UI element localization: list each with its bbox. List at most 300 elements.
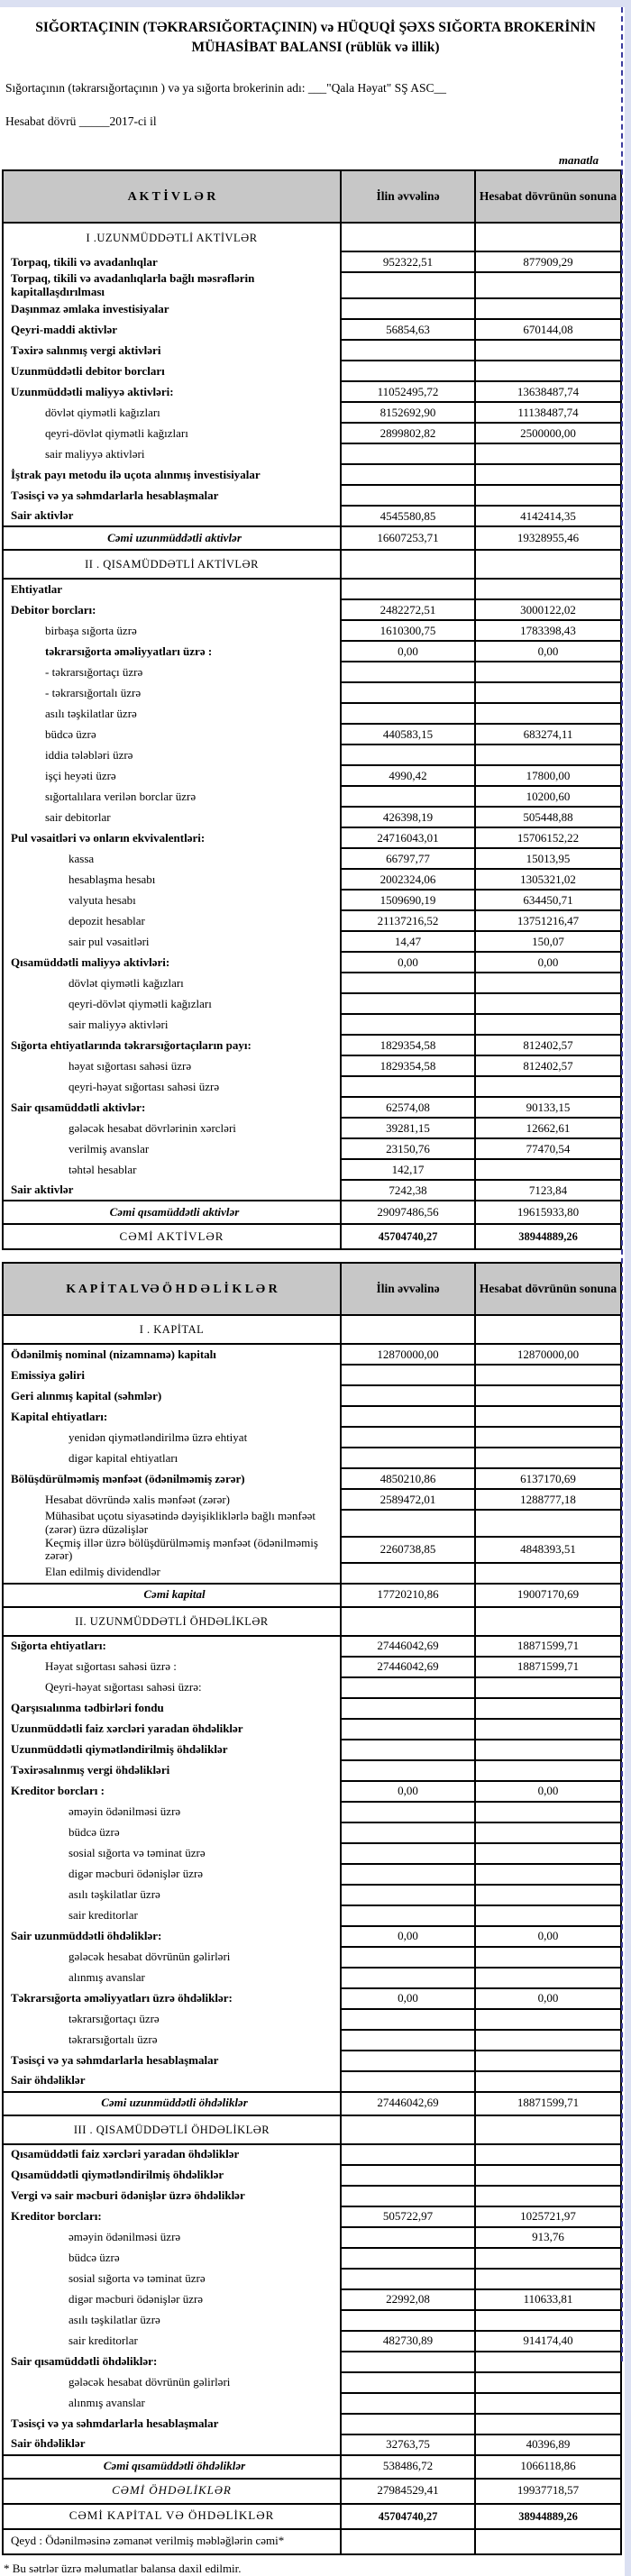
value-end-of-period: 683274,11 xyxy=(475,724,621,744)
value-start-of-year: 12870000,00 xyxy=(341,1344,475,1365)
row-label: sığortalılara verilən borclar üzrə xyxy=(45,789,197,803)
row-label: Həyat sığortası sahəsi üzrə : xyxy=(45,1658,177,1673)
row-label: Cəmi kapital xyxy=(3,1584,341,1607)
row-label: Sair qısamüddətli aktivlər: xyxy=(11,1100,146,1114)
value-start-of-year xyxy=(341,485,475,506)
value-end-of-period: 18871599,71 xyxy=(475,1657,621,1677)
page-top-edge-strip xyxy=(0,0,631,7)
table-row xyxy=(3,1014,621,1035)
value-start-of-year: 0,00 xyxy=(341,1988,475,2009)
value-end-of-period xyxy=(475,2414,621,2434)
table-row xyxy=(3,1035,621,1055)
row-label: II. UZUNMÜDDƏTLİ ÖHDƏLİKLƏR xyxy=(3,1607,341,1636)
value-end-of-period xyxy=(475,2310,621,2331)
table-row xyxy=(3,2331,621,2352)
value-start-of-year xyxy=(341,993,475,1014)
liabilities-table-header-row xyxy=(3,1263,621,1315)
table-row xyxy=(3,703,621,724)
table-row xyxy=(3,2434,621,2455)
value-start-of-year xyxy=(341,2352,475,2372)
row-label: Uzunmüddətli faiz xərcləri yaradan öhdəliklər xyxy=(11,1721,243,1735)
table-row xyxy=(3,2455,621,2479)
row-label: asılı təşkilatlar üzrə xyxy=(69,2312,160,2326)
row-label: təkrarsığortaçı üzrə xyxy=(69,2011,160,2025)
value-end-of-period xyxy=(475,2529,621,2554)
row-label: gələcək hesabat dövrünün gəlirləri xyxy=(69,1949,231,1963)
table-row xyxy=(3,1180,621,1201)
row-label: Qeyri-həyat sığortası sahəsi üzrə: xyxy=(45,1679,202,1694)
table-row xyxy=(3,2144,621,2165)
table-row xyxy=(3,2186,621,2206)
value-end-of-period: 12870000,00 xyxy=(475,1344,621,1365)
table-row xyxy=(3,765,621,786)
row-label: Qısamüddətli qiymətləndirilmiş öhdəliklər xyxy=(11,2167,224,2181)
row-label: büdcə üzrə xyxy=(69,1824,120,1839)
value-start-of-year xyxy=(341,1947,475,1968)
value-start-of-year xyxy=(341,1885,475,1905)
value-end-of-period xyxy=(475,973,621,993)
table-row xyxy=(3,1905,621,1926)
value-start-of-year xyxy=(341,2529,475,2554)
value-start-of-year: 2482272,51 xyxy=(341,599,475,620)
value-start-of-year: 45704740,27 xyxy=(341,2504,475,2529)
table-row xyxy=(3,1055,621,1076)
table-row xyxy=(3,952,621,973)
table-row xyxy=(3,1781,621,1802)
value-end-of-period xyxy=(475,2248,621,2269)
table-row xyxy=(3,340,621,361)
row-label: Uzunmüddətli debitor borcları xyxy=(11,363,165,378)
value-start-of-year xyxy=(341,1406,475,1427)
table-row xyxy=(3,1489,621,1510)
table-row xyxy=(3,1740,621,1760)
insurer-name-line: Sığortaçının (təkrarsığortaçının ) və ya sığorta brokerinin adı: ___"Qala Həyat" SŞ ASC__ xyxy=(5,81,447,96)
table-row xyxy=(3,869,621,890)
value-start-of-year xyxy=(341,2165,475,2186)
row-label: təhtəl hesablar xyxy=(69,1162,137,1176)
value-end-of-period: 2500000,00 xyxy=(475,423,621,443)
value-end-of-period xyxy=(475,2393,621,2414)
row-label: əməyin ödənilməsi üzrə xyxy=(69,1804,181,1818)
value-start-of-year: 27446042,69 xyxy=(341,1636,475,1657)
value-start-of-year: 426398,19 xyxy=(341,807,475,827)
value-start-of-year: 0,00 xyxy=(341,1781,475,1802)
row-label: Təxirəsalınmış vergi öhdəlikləri xyxy=(11,1762,170,1777)
row-label: Sair aktivlər xyxy=(11,508,74,523)
row-label: əməyin ödənilməsi üzrə xyxy=(69,2229,181,2243)
value-end-of-period xyxy=(475,2165,621,2186)
table-row xyxy=(3,2504,621,2529)
row-label: Sığorta ehtiyatları: xyxy=(11,1639,106,1653)
row-label: Vergi və sair məcburi ödənişlər üzrə öhdəliklər xyxy=(11,2188,245,2202)
row-label: Qeyd : Ödənilməsinə zəmanət verilmiş məbləğlərin cəmi* xyxy=(3,2529,341,2554)
table-row xyxy=(3,1315,621,1344)
row-label: Təkrarsığorta əməliyyatları üzrə öhdəliklər: xyxy=(11,1990,233,2005)
value-start-of-year xyxy=(341,443,475,464)
value-start-of-year xyxy=(341,1822,475,1843)
value-end-of-period: 0,00 xyxy=(475,1781,621,1802)
row-label: qeyri-dövlət qiymətli kağızları xyxy=(45,425,188,440)
value-start-of-year: 27984529,41 xyxy=(341,2479,475,2504)
value-end-of-period: 11138487,74 xyxy=(475,402,621,423)
value-end-of-period xyxy=(475,485,621,506)
table-row xyxy=(3,402,621,423)
value-start-of-year xyxy=(341,2393,475,2414)
value-end-of-period xyxy=(475,1315,621,1344)
row-label: sosial sığorta və təminat üzrə xyxy=(69,2270,206,2285)
value-start-of-year xyxy=(341,1843,475,1864)
table-row xyxy=(3,2269,621,2289)
value-start-of-year: 23150,76 xyxy=(341,1138,475,1159)
row-label: sair kreditorlar xyxy=(69,1907,138,1922)
table-row xyxy=(3,827,621,848)
table-row xyxy=(3,2352,621,2372)
row-label: Təxirə salınmış vergi aktivləri xyxy=(11,343,161,357)
row-label: Uzunmüddətli maliyyə aktivləri: xyxy=(11,384,174,398)
value-start-of-year: 1610300,75 xyxy=(341,620,475,641)
value-end-of-period xyxy=(475,298,621,319)
table-row xyxy=(3,1427,621,1448)
row-label: Cəmi uzunmüddətli aktivlər xyxy=(3,526,341,550)
value-end-of-period: 0,00 xyxy=(475,952,621,973)
value-start-of-year: 538486,72 xyxy=(341,2455,475,2479)
value-end-of-period: 19615933,80 xyxy=(475,1201,621,1224)
value-start-of-year xyxy=(341,1315,475,1344)
row-label: II . QISAMÜDDƏTLİ AKTİVLƏR xyxy=(3,550,341,579)
value-start-of-year: 29097486,56 xyxy=(341,1201,475,1224)
value-end-of-period: 812402,57 xyxy=(475,1055,621,1076)
row-label: Mühasibat uçotu siyasətində dəyişikliklərlə bağlı mənfəət (zərər) üzrə düzəlişlər xyxy=(45,1509,316,1537)
value-start-of-year xyxy=(341,2144,475,2165)
value-start-of-year xyxy=(341,786,475,807)
row-label: Emissiya gəliri xyxy=(11,1367,85,1382)
table-row xyxy=(3,2009,621,2030)
value-start-of-year xyxy=(341,682,475,703)
table-row xyxy=(3,1947,621,1968)
value-start-of-year xyxy=(341,2248,475,2269)
table-row xyxy=(3,1657,621,1677)
value-start-of-year: 1829354,58 xyxy=(341,1035,475,1055)
value-end-of-period xyxy=(475,1968,621,1988)
row-label: gələcək hesabat dövrünün gəlirləri xyxy=(69,2374,231,2389)
table-row xyxy=(3,744,621,765)
row-label: kassa xyxy=(69,851,95,865)
table-row xyxy=(3,1584,621,1607)
value-start-of-year xyxy=(341,2051,475,2071)
row-label: dövlət qiymətli kağızları xyxy=(69,975,184,990)
value-end-of-period: 18871599,71 xyxy=(475,2092,621,2115)
row-label: İştrak payı metodu ilə uçota alınmış investisiyalar xyxy=(11,467,261,481)
table-row xyxy=(3,1822,621,1843)
value-end-of-period: 19937718,57 xyxy=(475,2479,621,2504)
table-row xyxy=(3,251,621,272)
table-row xyxy=(3,1537,621,1563)
table-row xyxy=(3,443,621,464)
table-row xyxy=(3,2051,621,2071)
row-label: qeyri-dövlət qiymətli kağızları xyxy=(69,996,212,1010)
value-end-of-period xyxy=(475,1607,621,1636)
value-end-of-period xyxy=(475,1510,621,1536)
table-row xyxy=(3,1636,621,1657)
value-start-of-year: 2589472,01 xyxy=(341,1489,475,1510)
value-end-of-period: 15706152,22 xyxy=(475,827,621,848)
row-label: sair maliyyə aktivləri xyxy=(69,1017,169,1031)
value-end-of-period xyxy=(475,1365,621,1385)
table-row xyxy=(3,381,621,402)
table-row xyxy=(3,2115,621,2144)
value-end-of-period: 1066118,86 xyxy=(475,2455,621,2479)
value-start-of-year xyxy=(341,361,475,381)
row-label: Qeyri-maddi aktivlər xyxy=(11,322,118,336)
row-label: Kreditor borcları: xyxy=(11,2208,102,2223)
table-row xyxy=(3,550,621,579)
table-row xyxy=(3,890,621,910)
row-label: asılı təşkilatlar üzrə xyxy=(45,706,137,720)
row-label: Təsisçi və ya səhmdarlarla hesablaşmalar xyxy=(11,488,219,502)
value-end-of-period: 505448,88 xyxy=(475,807,621,827)
table-row xyxy=(3,2248,621,2269)
value-end-of-period xyxy=(475,443,621,464)
value-end-of-period: 38944889,26 xyxy=(475,2504,621,2529)
assets-table xyxy=(2,169,622,1250)
row-label: Debitor borcları: xyxy=(11,602,96,617)
value-end-of-period: 4848393,51 xyxy=(475,1537,621,1563)
value-start-of-year: 11052495,72 xyxy=(341,381,475,402)
value-end-of-period: 40396,89 xyxy=(475,2434,621,2455)
value-start-of-year: 27446042,69 xyxy=(341,2092,475,2115)
value-start-of-year xyxy=(341,2414,475,2434)
row-label: valyuta hesabı xyxy=(69,892,136,907)
value-end-of-period xyxy=(475,1448,621,1468)
table-row xyxy=(3,1159,621,1180)
value-start-of-year: 4545580,85 xyxy=(341,506,475,526)
value-end-of-period xyxy=(475,1905,621,1926)
footnote: * Bu sətrlər üzrə məlumatlar balansa daxil edilmir. xyxy=(4,2561,242,2575)
value-start-of-year: 2899802,82 xyxy=(341,423,475,443)
value-end-of-period xyxy=(475,2051,621,2071)
row-label: gələcək hesabat dövrlərinin xərcləri xyxy=(69,1120,236,1135)
row-label: Daşınmaz əmlaka investisiyalar xyxy=(11,301,169,315)
value-start-of-year xyxy=(341,1014,475,1035)
value-start-of-year: 482730,89 xyxy=(341,2331,475,2352)
value-start-of-year xyxy=(341,2030,475,2051)
value-end-of-period xyxy=(475,1159,621,1180)
table-row xyxy=(3,1344,621,1365)
row-label: Geri alınmış kapital (səhmlər) xyxy=(11,1388,162,1402)
value-start-of-year: 4990,42 xyxy=(341,765,475,786)
row-label: Bölüşdürülməmiş mənfəət (ödənilməmiş zərər) xyxy=(11,1471,245,1485)
value-end-of-period: 90133,15 xyxy=(475,1097,621,1118)
table-row xyxy=(3,579,621,599)
value-end-of-period xyxy=(475,2269,621,2289)
value-start-of-year: 2260738,85 xyxy=(341,1537,475,1563)
row-label: Cəmi uzunmüddətli öhdəliklər xyxy=(3,2092,341,2115)
row-label: CƏMİ ÖHDƏLİKLƏR xyxy=(3,2479,341,2504)
value-end-of-period xyxy=(475,1864,621,1885)
row-label: sair maliyyə aktivləri xyxy=(45,446,145,461)
table-row xyxy=(3,848,621,869)
value-start-of-year xyxy=(341,2227,475,2248)
value-start-of-year xyxy=(341,1760,475,1781)
value-end-of-period xyxy=(475,340,621,361)
value-start-of-year xyxy=(341,1427,475,1448)
value-start-of-year xyxy=(341,2186,475,2206)
table-row xyxy=(3,319,621,340)
currency-unit-label: manatla xyxy=(558,153,599,168)
row-label: Sair öhdəliklər xyxy=(11,2436,86,2451)
value-end-of-period: 13751216,47 xyxy=(475,910,621,931)
value-end-of-period: 0,00 xyxy=(475,1988,621,2009)
row-label: birbaşa sığorta üzrə xyxy=(45,623,137,637)
table-row xyxy=(3,973,621,993)
value-start-of-year xyxy=(341,2372,475,2393)
value-start-of-year xyxy=(341,1905,475,1926)
row-label: büdcə üzrə xyxy=(45,726,96,741)
row-label: işçi heyəti üzrə xyxy=(45,768,116,782)
row-label: qeyri-həyat sığortası sahəsi üzrə xyxy=(69,1079,220,1093)
row-label: depozit hesablar xyxy=(69,913,145,927)
value-end-of-period xyxy=(475,1947,621,1968)
value-end-of-period xyxy=(475,2186,621,2206)
value-end-of-period: 110633,81 xyxy=(475,2289,621,2310)
row-label: sair kreditorlar xyxy=(69,2333,138,2347)
table-row xyxy=(3,724,621,744)
table-row xyxy=(3,1076,621,1097)
row-label: Torpaq, tikili və avadanlıqlar xyxy=(11,254,158,269)
value-end-of-period xyxy=(475,1677,621,1698)
value-end-of-period xyxy=(475,2030,621,2051)
value-start-of-year xyxy=(341,1719,475,1740)
value-start-of-year xyxy=(341,464,475,485)
value-start-of-year: 14,47 xyxy=(341,931,475,952)
row-label: Ödənilmiş nominal (nizamnamə) kapitalı xyxy=(11,1347,216,1362)
value-end-of-period: 670144,08 xyxy=(475,319,621,340)
value-end-of-period: 0,00 xyxy=(475,641,621,662)
row-label: Sair qısamüddətli öhdəliklər: xyxy=(11,2353,158,2368)
row-label: Cəmi qısamüddətli aktivlər xyxy=(3,1201,341,1224)
table-row xyxy=(3,1607,621,1636)
value-start-of-year xyxy=(341,2115,475,2144)
value-start-of-year: 21137216,52 xyxy=(341,910,475,931)
value-end-of-period: 77470,54 xyxy=(475,1138,621,1159)
table-row xyxy=(3,682,621,703)
value-end-of-period: 3000122,02 xyxy=(475,599,621,620)
table-row xyxy=(3,506,621,526)
value-start-of-year: 45704740,27 xyxy=(341,1224,475,1249)
value-start-of-year: 17720210,86 xyxy=(341,1584,475,1607)
row-label: təkrarsığortalı üzrə xyxy=(69,2032,158,2046)
table-row xyxy=(3,464,621,485)
value-start-of-year xyxy=(341,1740,475,1760)
value-start-of-year xyxy=(341,744,475,765)
value-start-of-year xyxy=(341,579,475,599)
table-row xyxy=(3,620,621,641)
row-label: Qarşısıalınma tədbirləri fondu xyxy=(11,1700,164,1714)
value-start-of-year xyxy=(341,2269,475,2289)
row-label: verilmiş avanslar xyxy=(69,1141,150,1156)
table-row xyxy=(3,641,621,662)
table-row xyxy=(3,423,621,443)
value-end-of-period: 1288777,18 xyxy=(475,1489,621,1510)
value-end-of-period xyxy=(475,662,621,682)
row-label: Təsisçi və ya səhmdarlarla hesablaşmalar xyxy=(11,2052,219,2067)
value-start-of-year xyxy=(341,2071,475,2092)
value-end-of-period xyxy=(475,1698,621,1719)
value-end-of-period xyxy=(475,2115,621,2144)
table-row xyxy=(3,1448,621,1468)
table-row xyxy=(3,361,621,381)
row-label: dövlət qiymətli kağızları xyxy=(45,405,160,419)
value-end-of-period: 913,76 xyxy=(475,2227,621,2248)
row-label: digər məcburi ödənişlər üzrə xyxy=(69,1866,204,1880)
table-row xyxy=(3,298,621,319)
value-end-of-period xyxy=(475,1719,621,1740)
table-row xyxy=(3,1843,621,1864)
table-row xyxy=(3,2227,621,2248)
value-start-of-year xyxy=(341,550,475,579)
table-row xyxy=(3,1926,621,1947)
value-end-of-period: 15013,95 xyxy=(475,848,621,869)
value-end-of-period: 0,00 xyxy=(475,1926,621,1947)
table-row xyxy=(3,485,621,506)
row-label: - təkrarsığortaçı üzrə xyxy=(45,664,143,679)
row-label: Ehtiyatlar xyxy=(11,582,63,597)
page-right-edge-strip xyxy=(625,0,631,2576)
table-row xyxy=(3,931,621,952)
start-of-year-column-header: İlin əvvəlinə xyxy=(341,170,475,223)
value-end-of-period xyxy=(475,464,621,485)
table-row xyxy=(3,1885,621,1905)
value-start-of-year xyxy=(341,1448,475,1468)
document-title: SIĞORTAÇININ (TƏKRARSIĞORTAÇININ) və HÜQUQİ ŞƏXS SIĞORTA BROKERİNİN MÜHASİBAT BALANSI (rüblük və illik) xyxy=(35,20,596,55)
row-label: Hesabat dövründə xalis mənfəət (zərər) xyxy=(45,1492,231,1506)
table-row xyxy=(3,1385,621,1406)
value-end-of-period xyxy=(475,272,621,298)
table-row xyxy=(3,1406,621,1427)
value-end-of-period xyxy=(475,1014,621,1035)
value-end-of-period xyxy=(475,1822,621,1843)
value-end-of-period xyxy=(475,2144,621,2165)
row-label: Kapital ehtiyatları: xyxy=(11,1409,108,1423)
table-row xyxy=(3,807,621,827)
value-start-of-year xyxy=(341,2310,475,2331)
value-start-of-year: 8152692,90 xyxy=(341,402,475,423)
value-start-of-year xyxy=(341,703,475,724)
row-label: sosial sığorta və təminat üzrə xyxy=(69,1845,206,1859)
value-end-of-period: 877909,29 xyxy=(475,251,621,272)
row-label: Sair uzunmüddətli öhdəliklər: xyxy=(11,1928,162,1942)
value-end-of-period: 812402,57 xyxy=(475,1035,621,1055)
value-end-of-period: 634450,71 xyxy=(475,890,621,910)
row-label: CƏMİ AKTİVLƏR xyxy=(3,1224,341,1249)
value-start-of-year: 56854,63 xyxy=(341,319,475,340)
value-end-of-period: 13638487,74 xyxy=(475,381,621,402)
row-label: Sığorta ehtiyatlarında təkrarsığortaçıların payı: xyxy=(11,1037,251,1052)
end-of-period-column-header: Hesabat dövrünün sonuna xyxy=(475,170,621,223)
value-start-of-year: 142,17 xyxy=(341,1159,475,1180)
value-start-of-year xyxy=(341,1365,475,1385)
value-start-of-year: 0,00 xyxy=(341,952,475,973)
print-area-dashed-divider xyxy=(621,7,623,2361)
row-label: Kreditor borcları : xyxy=(11,1783,105,1797)
table-row xyxy=(3,2071,621,2092)
value-end-of-period xyxy=(475,550,621,579)
value-end-of-period: 19007170,69 xyxy=(475,1584,621,1607)
value-end-of-period xyxy=(475,2352,621,2372)
row-label: I .UZUNMÜDDƏTLİ AKTİVLƏR xyxy=(86,231,258,244)
value-start-of-year: 66797,77 xyxy=(341,848,475,869)
value-end-of-period xyxy=(475,703,621,724)
